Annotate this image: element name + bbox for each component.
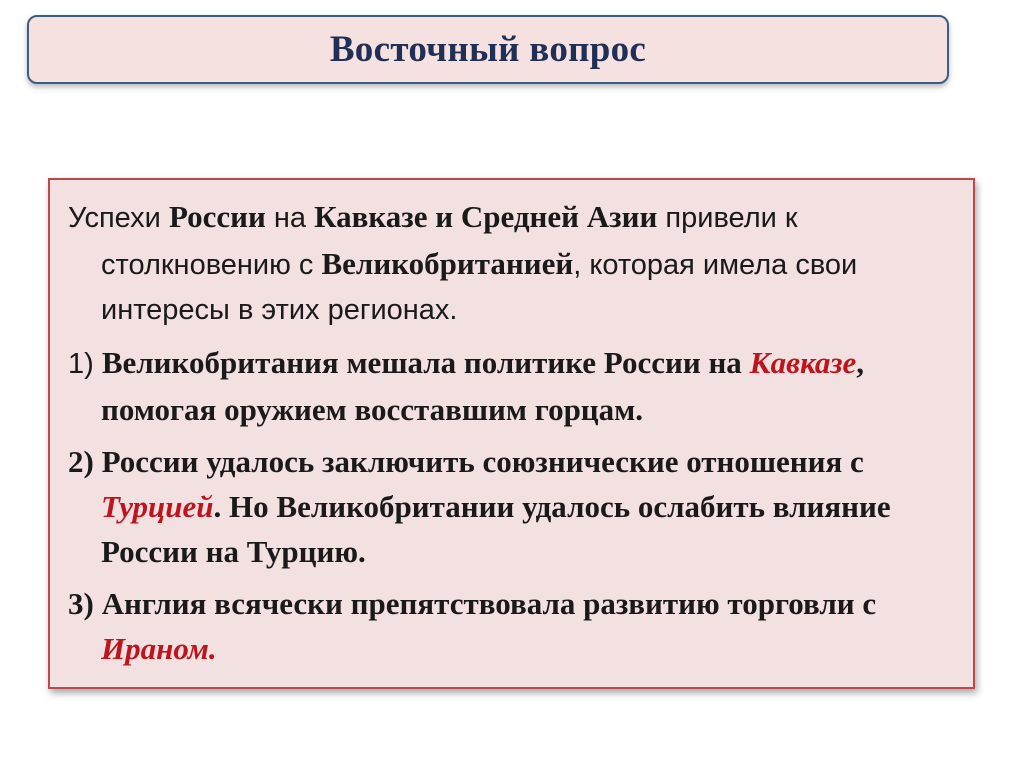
point-3 xyxy=(68,581,955,671)
intro-paragraph xyxy=(68,194,955,333)
point-1-text-2: , помогая оружием восставшим горцам. xyxy=(101,345,864,427)
point-1-number: 1) xyxy=(68,348,102,380)
point-3-text-1: 3) Англия всячески препятствовала развитию торговли с xyxy=(68,586,877,621)
point-1-text-1: Великобритания мешала политике России на xyxy=(101,345,750,380)
intro-russia: России xyxy=(168,199,266,234)
point-3-iran: Ираном. xyxy=(101,631,217,666)
point-2-text-2: . Но Великобритании удалось ослабить влияние России на Турцию. xyxy=(101,489,891,569)
intro-regions: Кавказе и Средней Азии xyxy=(314,199,658,234)
point-1 xyxy=(68,340,955,432)
slide-title: Восточный вопрос xyxy=(329,29,647,70)
point-2-turkey: Турцией xyxy=(101,489,214,524)
intro-text-3: на xyxy=(265,202,315,234)
title-banner xyxy=(27,15,949,84)
intro-text-5: привели к столкновению с xyxy=(101,202,798,281)
point-2 xyxy=(68,439,955,574)
point-1-caucasus: Кавказе xyxy=(749,345,857,380)
point-2-text-1: 2) России удалось заключить союзнические отношения с xyxy=(68,444,864,479)
content-panel xyxy=(48,178,975,689)
intro-text-7: , которая имела свои интересы в этих регионах. xyxy=(101,249,858,326)
intro-britain: Великобританией xyxy=(321,246,574,281)
intro-text-1: Успехи xyxy=(68,202,169,234)
